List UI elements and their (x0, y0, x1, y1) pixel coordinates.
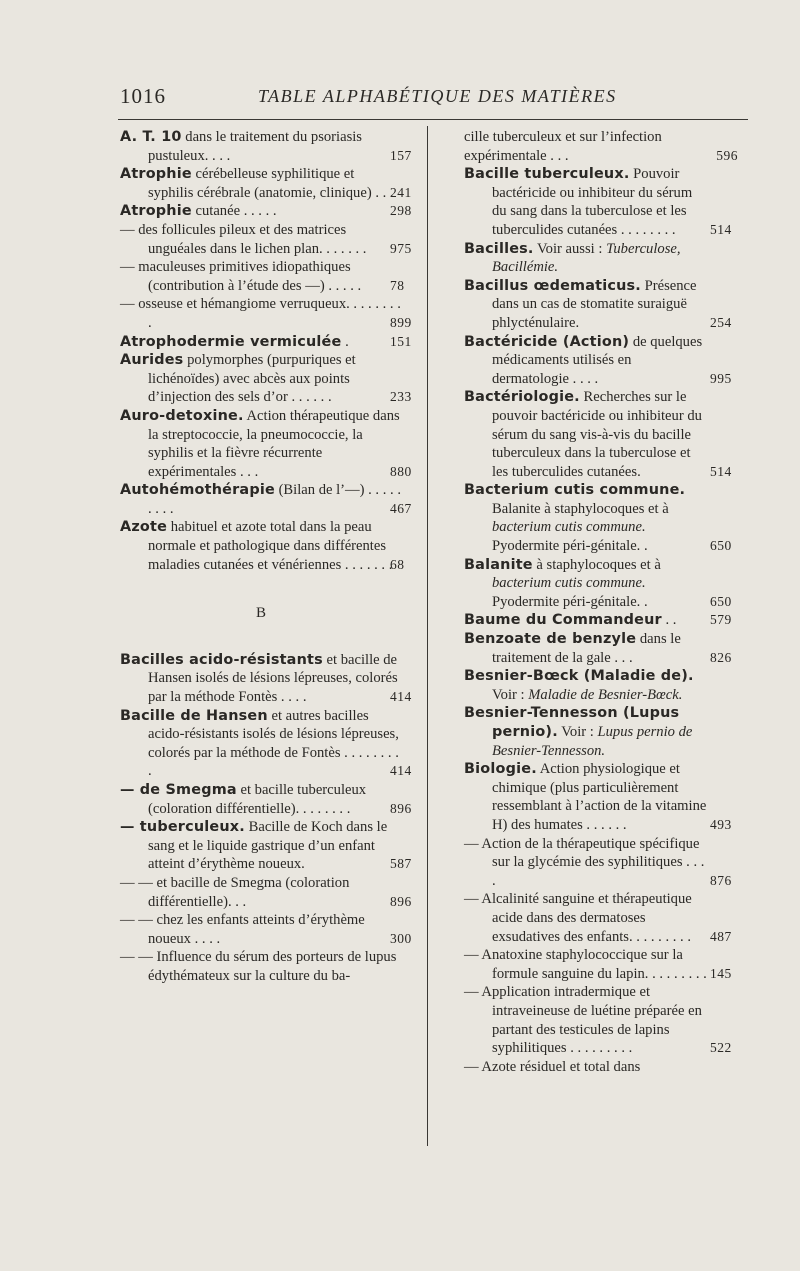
index-entry: — de Smegma et bacille tuberculeux (coloration différentielle). . . . . . . . 896 (120, 782, 412, 817)
entry-text: — Alcalinité sanguine et thérapeutique acide dans des dermatoses exsudatives des enfants. . . . . . . . . (464, 891, 692, 945)
entry-heading: Bacterium cutis commune. (464, 482, 686, 499)
entry-text: — — chez les enfants atteints d’érythème noueux . . . . (120, 912, 365, 947)
entry-heading: Atrophodermie vermiculée (120, 333, 342, 350)
header-rule (118, 119, 748, 120)
entry-text: — — Influence du sérum des porteurs de lupus édythémateux sur la culture du ba- (120, 949, 397, 984)
index-entry: — des follicules pileux et des matrices unguéales dans le lichen plan. . . . . . . 975 (120, 221, 412, 257)
entry-text: — Application intradermique et intraveineuse de luétine préparée en partant des testicules de lapins syphilitiques . . . . . . . . . (464, 984, 702, 1057)
entry-heading: Aurides (120, 352, 184, 369)
entry-text: Pyodermite péri-génitale. . (492, 538, 648, 555)
entry-text: Pyodermite péri-génitale. . (492, 593, 648, 610)
index-entry: Biologie. Action physiologique et chimique (plus particulièrement ressemblant à l’action de la vitamine H) des humates . . . . . . 493 (464, 761, 732, 833)
entry-italic-text: Maladie de Besnier-Bœck. (528, 686, 683, 703)
entry-heading: Bacille de Hansen (120, 707, 268, 724)
entry-text: Voir : (557, 724, 598, 740)
entry-text: — Anatoxine staphylococcique sur la formule sanguine du lapin. . . . . . . . . (464, 947, 707, 982)
index-entry: Aurides polymorphes (purpuriques et lichénoïdes) avec abcès aux points d’injection des sels d’or . . . . . . 233 (120, 352, 412, 406)
index-entry: Autohémothérapie (Bilan de l’—) . . . . . . . . . 467 (120, 482, 412, 517)
index-entry: A. T. 10 dans le traitement du psoriasis pustuleux. . . . 157 (120, 129, 412, 164)
index-entry (464, 240, 708, 277)
index-entry: — — chez les enfants atteints d’érythème noueux . . . . 300 (120, 912, 412, 947)
entry-italic-text: bacterium cutis commune. (492, 519, 646, 536)
index-entry: Bacilles acido-résistants et bacille de Hansen isolés de lésions lépreuses, colorés par la méthode Fontès . . . . 414 (120, 651, 412, 706)
running-title: TABLE ALPHABÉTIQUE DES MATIÈRES (258, 86, 617, 106)
index-entry: Atrophodermie vermiculée . 151 (120, 333, 412, 350)
entry-heading: Balanite (464, 556, 533, 573)
column-rule (427, 126, 428, 1146)
entry-text: Voir : (492, 686, 529, 703)
entry-text: — osseuse et hémangiome verruqueux. . . . . . . . . (120, 296, 401, 331)
entry-text: et bacille tuberculeux (coloration différentielle). . . . . . . . (148, 782, 367, 817)
index-entry (120, 948, 402, 985)
entry-heading: Besnier-Bœck (Maladie de). (464, 668, 694, 685)
entry-heading: Biologie. (464, 761, 537, 778)
entry-heading: Bacillus œdematicus. (464, 277, 641, 294)
entry-heading: Bactéricide (Action) (464, 333, 630, 350)
entry-heading: Bacille tuberculeux. (464, 166, 630, 183)
entry-text: Action physiologique et chimique (plus particulièrement ressemblant à l’action de la vitamine H) des humates . . . . . . (492, 761, 707, 833)
entry-heading: Bacilles acido-résistants (120, 651, 323, 668)
index-entry: Bactéricide (Action) de quelques médicaments utilisés en dermatologie . . . . 995 (464, 333, 732, 387)
entry-italic-text: Lupus pernio de Besnier-Tennesson. (492, 724, 693, 759)
index-entry (464, 128, 738, 165)
index-entry: — tuberculeux. Bacille de Koch dans le sang et le liquide gastrique d’un enfant atteint d’érythème noueux. 587 (120, 819, 412, 873)
index-entry: — Action de la thérapeutique spécifique sur la glycémie des syphilitiques . . . . 876 (464, 835, 732, 889)
entry-text: — Action de la thérapeutique spécifique sur la glycémie des syphilitiques . . . . (464, 835, 705, 889)
index-entry: — osseuse et hémangiome verruqueux. . . . . . . . . 899 (120, 296, 412, 331)
entry-italic-text: Tuberculose, Bacillémie. (492, 240, 681, 276)
entry-text: cille tuberculeux et sur l’infection expérimentale . . . (464, 129, 662, 164)
entry-heading: Autohémothérapie (120, 482, 275, 499)
entry-text: dans le traitement de la gale . . . (492, 631, 681, 666)
index-entry: Azote habituel et azote total dans la peau normale et pathologique dans différentes maladies cutanées et vénériennes . . . . . . . 68 (120, 519, 405, 573)
entry-heading: Benzoate de benzyle (464, 631, 637, 648)
entry-text: Bacille de Koch dans le sang et le liquide gastrique d’un enfant atteint d’érythème noueux. (148, 819, 388, 873)
entry-text: Présence dans un cas de stomatite suraiguë phlycténulaire. (492, 277, 697, 331)
index-entry: Auro-detoxine. Action thérapeutique dans la streptococcie, la pneumococcie, la syphilis et la fièvre récurrente expérimentales . . . 880 (120, 407, 412, 480)
index-entry (464, 704, 708, 760)
index-entry: Bacille tuberculeux. Pouvoir bactéricide ou inhibiteur du sérum du sang dans la tuberculose et les tuberculides cutanées . . . . . . . . 514 (464, 166, 732, 238)
index-entry: — Application intradermique et intraveineuse de luétine préparée en partant des testicules de lapins syphilitiques . . . . . . . . . 522 (464, 984, 732, 1057)
index-entry (464, 1058, 708, 1077)
index-entry: Atrophie cérébelleuse syphilitique et syphilis cérébrale (anatomie, clinique) . . . 241 (120, 166, 412, 201)
entry-text: . . (661, 612, 677, 629)
entry-text: . (341, 333, 349, 350)
index-entry: Bacille de Hansen et autres bacilles acido-résistants isolés de lésions lépreuses, colorés par la méthode de Fontès . . . . . . . . . 414 (120, 707, 412, 780)
entry-text: Action thérapeutique dans la streptococcie, la pneumococcie, la syphilis et la fièvre récurrente expérimentales . . . (148, 407, 400, 480)
entry-heading: Atrophie (120, 203, 192, 220)
entry-heading: Azote (120, 519, 168, 536)
index-entry: Benzoate de benzyle dans le traitement de la gale . . . 826 (464, 631, 732, 666)
entry-italic-text: bacterium cutis commune. (492, 575, 646, 592)
entry-heading: A. T. 10 (120, 129, 182, 145)
entry-text: cutanée . . . . . (191, 203, 277, 220)
right-column (464, 128, 738, 1076)
index-entry: Atrophie cutanée . . . . . 298 (120, 203, 412, 220)
entry-text: Voir aussi : (533, 240, 607, 257)
index-entry: Baume du Commandeur . . 579 (464, 612, 732, 629)
index-entry: — — et bacille de Smegma (coloration différentielle). . . 896 (120, 874, 412, 910)
index-entry: — Alcalinité sanguine et thérapeutique acide dans des dermatoses exsudatives des enfants. . . . . . . . . 487 (464, 891, 732, 945)
entry-text: de quelques médicaments utilisés en dermatologie . . . . (492, 333, 703, 387)
entry-text: — Azote résiduel et total dans (464, 1058, 641, 1075)
page-number: 1016 (120, 84, 166, 108)
entry-text: habituel et azote total dans la peau normale et pathologique dans différentes maladies cutanées et vénériennes . . . . . . . (148, 519, 393, 573)
entry-text: Pouvoir bactéricide ou inhibiteur du sérum du sang dans la tuberculose et les tuberculides cutanées . . . . . . . . (492, 166, 693, 238)
section-letter: B (255, 605, 266, 622)
index-entry: Balanite à staphylocoques et à bacterium cutis commune. Pyodermite péri-génitale. . 650 (464, 556, 732, 610)
index-entry: — maculeuses primitives idiopathiques (contribution à l’étude des —) . . . . . 78 (120, 259, 405, 294)
index-entry: Bacillus œdematicus. Présence dans un cas de stomatite suraiguë phlycténulaire. 254 (464, 277, 732, 331)
entry-heading: — tuberculeux. (120, 819, 245, 836)
page-ref: 596 (716, 147, 738, 163)
entry-heading: Bactériologie. (464, 389, 580, 406)
entry-heading: Auro-detoxine. (120, 407, 244, 424)
entry-text: à staphylocoques et à (532, 556, 661, 573)
entry-text: et bacille de Hansen isolés de lésions lépreuses, colorés par la méthode Fontès . . . . (148, 651, 398, 706)
entry-text: cérébelleuse syphilitique et syphilis cérébrale (anatomie, clinique) . . . (148, 166, 394, 201)
entry-text: et autres bacilles acido-résistants isolés de lésions lépreuses, colorés par la méthode de Fontès . . . . . . . . . (148, 707, 399, 780)
entry-text: Balanite à staphylocoques et à (492, 500, 669, 517)
entry-text: — maculeuses primitives idiopathiques (contribution à l’étude des —) . . . . . (120, 259, 362, 294)
entry-text: (Bilan de l’—) . . . . . . . . . (148, 482, 401, 517)
entry-text: — — et bacille de Smegma (coloration différentielle). . . (120, 874, 350, 910)
entry-text: Recherches sur le pouvoir bactéricide ou inhibiteur du sérum du sang vis-à-vis du bacille tuberculeux dans la tuberculose et les tuberculides cutanées. (492, 389, 702, 480)
left-column (120, 128, 412, 986)
entry-heading: Bacilles. (464, 240, 534, 257)
index-entry: Bacterium cutis commune. Balanite à staphylocoques et à bacterium cutis commune. Pyodermite péri-génitale. . 650 (464, 482, 732, 555)
index-entry: Bactériologie. Recherches sur le pouvoir bactéricide ou inhibiteur du sérum du sang vis-à-vis du bacille tuberculeux dans la tuberculose et les tuberculides cutanées. 514 (464, 389, 732, 480)
entry-text: dans le traitement du psoriasis pustuleux. . . . (148, 129, 362, 164)
entry-text: polymorphes (purpuriques et lichénoïdes) avec abcès aux points d’injection des sels d’or . . . . . . (148, 352, 356, 406)
index-entry: — Anatoxine staphylococcique sur la formule sanguine du lapin. . . . . . . . . 145 (464, 947, 732, 982)
entry-heading: Atrophie (120, 166, 192, 183)
entry-heading: — de Smegma (120, 782, 237, 798)
entry-text: — des follicules pileux et des matrices unguéales dans le lichen plan. . . . . . . (120, 221, 367, 257)
entry-heading: Besnier-Tennesson (Lupus pernio). (464, 705, 680, 740)
index-entry (464, 667, 708, 704)
entry-heading: Baume du Commandeur (464, 612, 662, 629)
